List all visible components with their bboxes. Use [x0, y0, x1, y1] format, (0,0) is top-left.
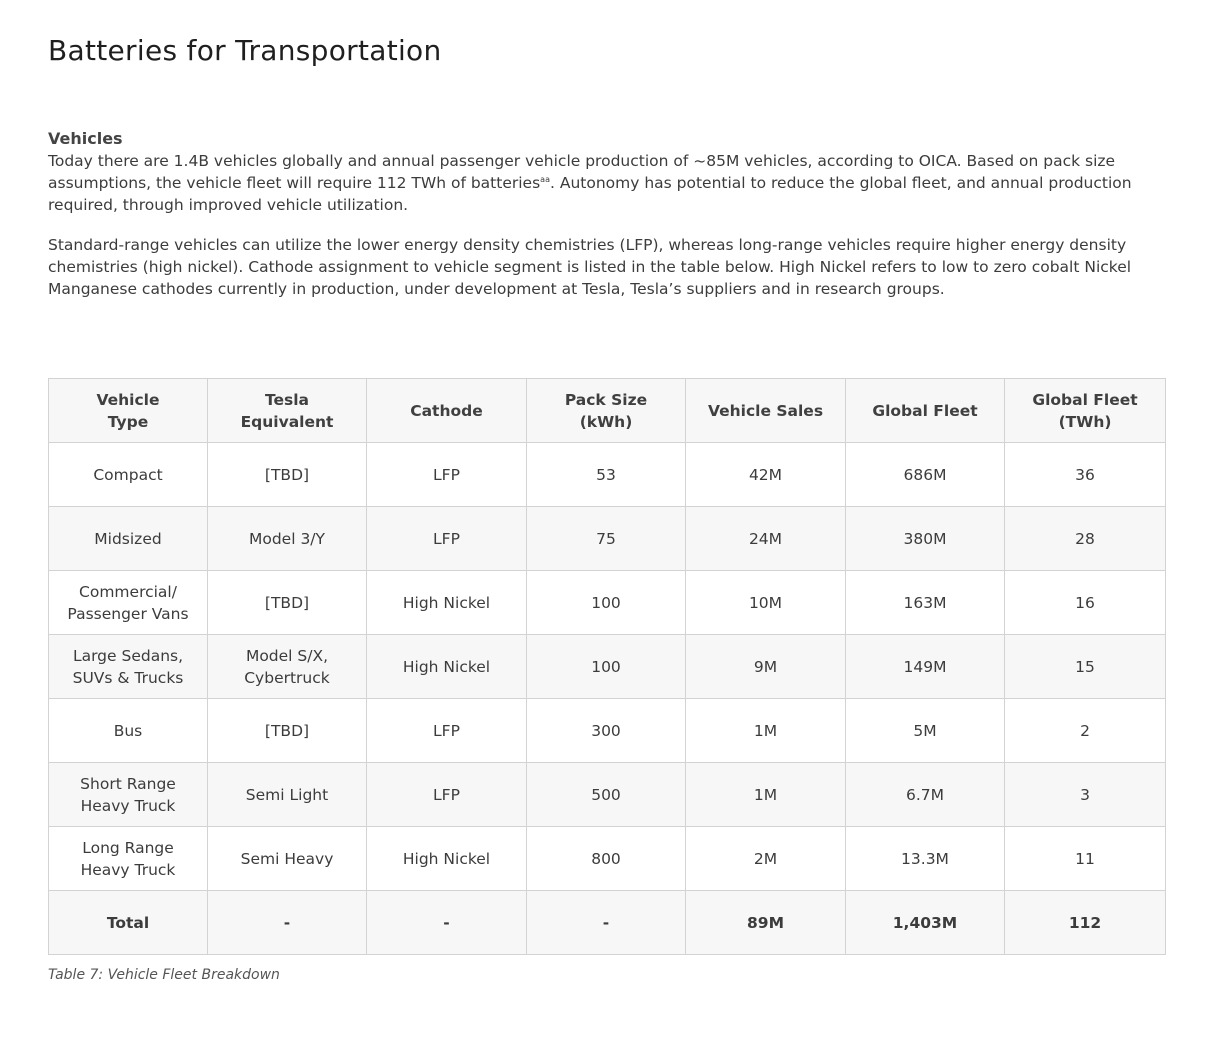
table-row — [49, 507, 1166, 571]
table-cell — [527, 699, 686, 763]
column-header-line: Equivalent — [240, 412, 334, 431]
table-row — [49, 827, 1166, 891]
total-cell: - — [367, 891, 527, 955]
table-cell — [367, 635, 527, 699]
section-heading-vehicles: Vehicles — [48, 129, 123, 148]
table-cell — [49, 507, 208, 571]
table-cell-line: [TBD] — [264, 465, 310, 484]
table-cell-line: 28 — [1075, 529, 1095, 548]
table-cell — [527, 763, 686, 827]
column-header — [686, 379, 846, 443]
table-cell-line: 100 — [591, 593, 621, 612]
paragraph-fleet-text-a: Today there are 1.4B vehicles globally and annual passenger vehicle production of ~85M vehicles, according to OICA. Based on pack size assumptions, the vehicle fleet will require 112 TWh of batteries — [48, 152, 1116, 192]
table-cell — [527, 635, 686, 699]
table-cell-line: 13.3M — [901, 849, 949, 868]
table-cell-line: Commercial/ — [79, 582, 177, 601]
table-cell-line: 75 — [596, 529, 616, 548]
table-cell-line: LFP — [433, 529, 460, 548]
table-cell-line: 15 — [1075, 657, 1095, 676]
table-cell-line: [TBD] — [264, 593, 310, 612]
table-body — [49, 443, 1166, 955]
table-cell — [208, 443, 367, 507]
table-cell — [1005, 699, 1166, 763]
table-cell-line: Heavy Truck — [80, 796, 176, 815]
column-header-line: Vehicle Sales — [707, 401, 824, 420]
table-cell — [367, 763, 527, 827]
table-cell — [846, 571, 1005, 635]
table-cell-line: Short Range — [80, 774, 176, 793]
column-header-line: Type — [107, 412, 149, 431]
table-cell — [367, 571, 527, 635]
table-cell — [367, 827, 527, 891]
table-cell — [49, 443, 208, 507]
table-cell — [846, 827, 1005, 891]
table-cell-line: 53 — [596, 465, 616, 484]
column-header — [527, 379, 686, 443]
table-cell-line: 3 — [1080, 785, 1090, 804]
table-cell-line: 5M — [913, 721, 937, 740]
table-cell-line: 10M — [748, 593, 783, 612]
table-cell-line: 300 — [591, 721, 621, 740]
table-cell-line: 24M — [748, 529, 783, 548]
table-cell — [527, 507, 686, 571]
table-cell-line: Compact — [93, 465, 163, 484]
table-cell — [686, 827, 846, 891]
table-cell — [208, 635, 367, 699]
column-header — [49, 379, 208, 443]
table-cell-line: 36 — [1075, 465, 1095, 484]
table-header-row — [49, 379, 1166, 443]
table-row — [49, 763, 1166, 827]
table-cell — [1005, 827, 1166, 891]
table-row — [49, 699, 1166, 763]
table-cell — [208, 571, 367, 635]
table-row — [49, 443, 1166, 507]
column-header-line: Tesla — [264, 390, 310, 409]
table-cell — [1005, 763, 1166, 827]
table-cell-line: 149M — [903, 657, 947, 676]
table-cell-line: 686M — [903, 465, 947, 484]
table-cell — [49, 699, 208, 763]
table-cell-line: High Nickel — [402, 657, 491, 676]
vehicle-fleet-table — [48, 378, 1166, 955]
table-cell-line: 1M — [753, 785, 778, 804]
table-cell — [367, 507, 527, 571]
table-cell — [686, 699, 846, 763]
table-cell-line: Heavy Truck — [80, 860, 176, 879]
table-cell-line: 6.7M — [905, 785, 945, 804]
total-cell: 112 — [1005, 891, 1166, 955]
page-title: Batteries for Transportation — [48, 34, 442, 67]
column-header-line: Pack Size — [564, 390, 648, 409]
column-header-line: Global Fleet — [1032, 390, 1138, 409]
table-cell-line: 2M — [753, 849, 778, 868]
table-cell — [49, 635, 208, 699]
table-cell — [846, 635, 1005, 699]
table-cell-line: [TBD] — [264, 721, 310, 740]
paragraph-fleet-overview — [48, 150, 1166, 216]
table-cell-line: Bus — [113, 721, 143, 740]
table-cell — [527, 571, 686, 635]
paragraph-fleet-text-b: . Autonomy has potential to reduce the global fleet, and annual production required, through improved vehicle utilization. — [48, 174, 1132, 214]
table-row — [49, 635, 1166, 699]
table-cell — [49, 763, 208, 827]
table-cell-line: 11 — [1075, 849, 1095, 868]
column-header-line: Global Fleet — [872, 401, 978, 420]
table-cell — [208, 699, 367, 763]
table-cell-line: High Nickel — [402, 849, 491, 868]
table-caption: Table 7: Vehicle Fleet Breakdown — [48, 967, 280, 983]
table-cell — [367, 443, 527, 507]
total-cell: 1,403M — [846, 891, 1005, 955]
column-header-line: Cathode — [410, 401, 483, 420]
table-cell — [686, 507, 846, 571]
table-row — [49, 571, 1166, 635]
table-cell — [846, 699, 1005, 763]
table-cell-line: High Nickel — [402, 593, 491, 612]
table-cell — [208, 507, 367, 571]
table-cell — [1005, 507, 1166, 571]
total-cell: - — [208, 891, 367, 955]
footnote-ref: aa — [540, 174, 550, 184]
table-cell-line: Cybertruck — [244, 668, 330, 687]
table-cell-line: LFP — [433, 465, 460, 484]
table-cell-line: 1M — [753, 721, 778, 740]
table-cell — [846, 507, 1005, 571]
column-header-line: (TWh) — [1058, 412, 1112, 431]
column-header — [1005, 379, 1166, 443]
table-cell — [686, 571, 846, 635]
table-cell-line: 100 — [591, 657, 621, 676]
table-cell-line: Large Sedans, — [72, 646, 184, 665]
table-cell — [846, 763, 1005, 827]
table-cell-line: Passenger Vans — [67, 604, 189, 623]
table-cell-line: LFP — [433, 721, 460, 740]
table-cell-line: Model 3/Y — [248, 529, 326, 548]
column-header — [208, 379, 367, 443]
table-cell-line: Semi Heavy — [240, 849, 334, 868]
table-cell-line: LFP — [433, 785, 460, 804]
table-cell — [527, 827, 686, 891]
table-cell — [49, 827, 208, 891]
table-cell — [686, 763, 846, 827]
column-header — [846, 379, 1005, 443]
table-cell — [367, 699, 527, 763]
table-cell — [686, 443, 846, 507]
table-cell — [846, 443, 1005, 507]
table-cell-line: 163M — [903, 593, 947, 612]
table-cell-line: Model S/X, — [245, 646, 329, 665]
paragraph-chemistries: Standard-range vehicles can utilize the lower energy density chemistries (LFP), whereas long-range vehicles require higher energy density chemistries (high nickel). Cathode assignment to vehicle segment is listed in the table below. High Nickel refers to low to zero cobalt Nickel Manganese cathodes currently in production, under development at Tesla, Tesla’s suppliers and in research groups. — [48, 236, 1132, 298]
table-cell — [208, 827, 367, 891]
table-cell-line: 16 — [1075, 593, 1095, 612]
table-cell — [49, 571, 208, 635]
total-cell: - — [527, 891, 686, 955]
table-total-row — [49, 891, 1166, 955]
table-cell — [208, 763, 367, 827]
column-header-line: Vehicle — [96, 390, 160, 409]
table-cell — [686, 635, 846, 699]
table-cell — [1005, 571, 1166, 635]
total-cell: Total — [49, 891, 208, 955]
table-cell — [1005, 443, 1166, 507]
table-cell — [527, 443, 686, 507]
table-cell-line: 9M — [753, 657, 778, 676]
column-header — [367, 379, 527, 443]
table-cell-line: 800 — [591, 849, 621, 868]
column-header-line: (kWh) — [579, 412, 633, 431]
table-cell — [1005, 635, 1166, 699]
table-cell-line: Midsized — [94, 529, 162, 548]
table-cell-line: Semi Light — [245, 785, 329, 804]
table-cell-line: Long Range — [82, 838, 174, 857]
table-cell-line: SUVs & Trucks — [72, 668, 184, 687]
table-cell-line: 500 — [591, 785, 621, 804]
table-cell-line: 380M — [903, 529, 947, 548]
table-cell-line: 2 — [1080, 721, 1090, 740]
table-cell-line: 42M — [748, 465, 783, 484]
total-cell: 89M — [686, 891, 846, 955]
